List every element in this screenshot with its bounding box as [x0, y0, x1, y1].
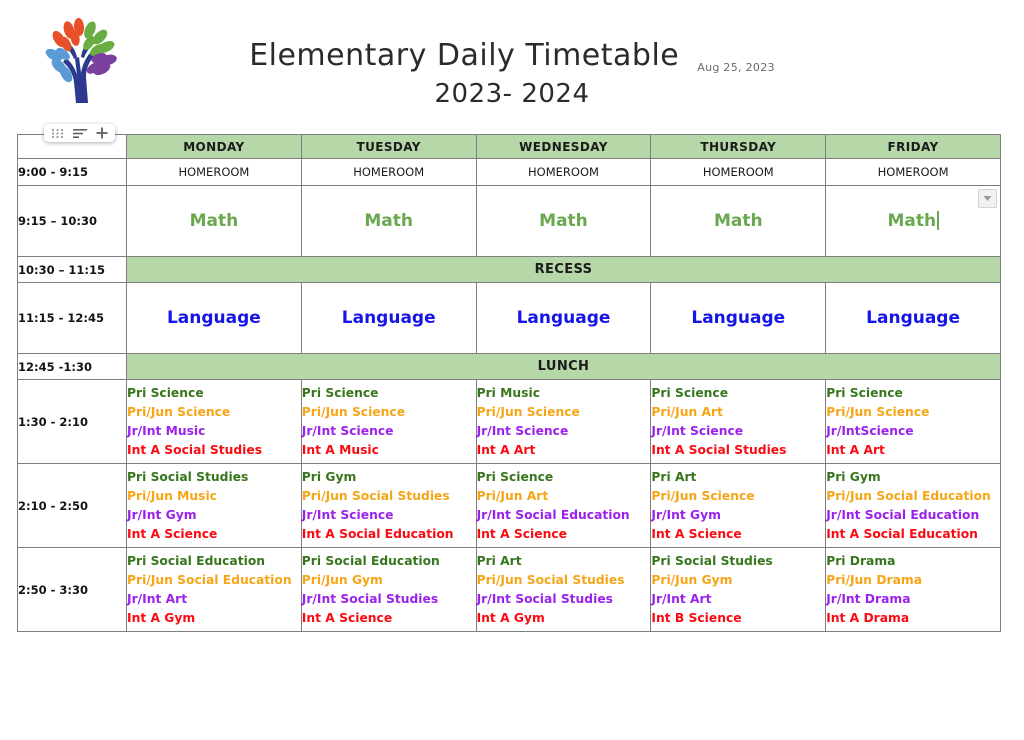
entry-pri: Pri Art [476, 553, 522, 568]
time-label-recess: 10:30 – 11:15 [18, 257, 127, 283]
entry-inta: Int A Drama [826, 610, 910, 625]
entry-jrint: Jr/Int Science [476, 423, 569, 438]
cell-rotation1-thursday[interactable] [651, 380, 826, 464]
entry-jrint: Jr/Int Art [127, 591, 188, 606]
entry-prijun: Pri/Jun Science [476, 404, 580, 419]
entry-jrint: Jr/Int Gym [651, 507, 721, 522]
cell-rotation3-friday[interactable] [826, 548, 1001, 632]
entry-prijun: Pri/Jun Science [651, 488, 755, 503]
entry-jrint: Jr/Int Music [127, 423, 206, 438]
cell-math-friday[interactable] [826, 186, 1001, 257]
cell-language-tuesday[interactable]: Language [301, 283, 476, 354]
time-label-homeroom: 9:00 - 9:15 [18, 159, 127, 186]
entry-prijun: Pri/Jun Social Education [127, 572, 292, 587]
entry-jrint: Jr/Int Science [301, 423, 394, 438]
document-header [0, 0, 1024, 122]
table-row-lunch [18, 354, 1001, 380]
cell-math-tuesday[interactable]: Math [301, 186, 476, 257]
grid-drag-handle-icon[interactable] [51, 128, 64, 139]
entry-inta: Int A Social Education [301, 526, 454, 541]
entry-pri: Pri Science [826, 385, 903, 400]
time-label-rotation-2: 2:10 - 2:50 [18, 464, 127, 548]
entry-inta: Int A Science [476, 526, 567, 541]
entry-jrint: Jr/Int Science [651, 423, 744, 438]
day-header-tuesday: TUESDAY [301, 135, 476, 159]
entry-inta: Int A Gym [476, 610, 545, 625]
day-header-monday: MONDAY [127, 135, 302, 159]
cell-homeroom-monday[interactable]: HOMEROOM [127, 159, 302, 186]
entry-prijun: Pri/Jun Art [651, 404, 723, 419]
entry-prijun: Pri/Jun Social Studies [476, 572, 625, 587]
entry-pri: Pri Social Studies [127, 469, 249, 484]
entry-prijun: Pri/Jun Drama [826, 572, 923, 587]
plus-icon[interactable] [96, 127, 108, 139]
cell-rotation2-monday[interactable] [127, 464, 302, 548]
entry-jrint: Jr/Int Social Education [826, 507, 980, 522]
time-label-rotation-1: 1:30 - 2:10 [18, 380, 127, 464]
cell-rotation1-monday[interactable] [127, 380, 302, 464]
cell-recess[interactable]: RECESS [127, 257, 1001, 283]
entry-jrint: Jr/Int Social Education [476, 507, 630, 522]
cell-lunch[interactable]: LUNCH [127, 354, 1001, 380]
entry-pri: Pri Science [651, 385, 729, 400]
entry-pri: Pri Drama [826, 553, 896, 568]
cell-language-wednesday[interactable]: Language [476, 283, 651, 354]
cell-rotation2-thursday[interactable] [651, 464, 826, 548]
entry-prijun: Pri/Jun Social Education [826, 488, 991, 503]
entry-prijun: Pri/Jun Social Studies [301, 488, 450, 503]
time-label-lunch: 12:45 -1:30 [18, 354, 127, 380]
entry-inta: Int A Social Education [826, 526, 978, 541]
entry-inta: Int A Social Studies [651, 442, 787, 457]
page-title: Elementary Daily Timetable [249, 38, 680, 73]
cell-rotation3-wednesday[interactable] [476, 548, 651, 632]
cell-rotation3-thursday[interactable] [651, 548, 826, 632]
cell-math-wednesday[interactable]: Math [476, 186, 651, 257]
entry-pri: Pri Science [127, 385, 204, 400]
cell-rotation1-friday[interactable] [826, 380, 1001, 464]
entry-prijun: Pri/Jun Music [127, 488, 217, 503]
entry-pri: Pri Social Education [301, 553, 440, 568]
entry-prijun: Pri/Jun Gym [301, 572, 383, 587]
entry-pri: Pri Science [301, 385, 379, 400]
entry-inta: Int A Science [127, 526, 218, 541]
document-date: Aug 25, 2023 [697, 61, 775, 75]
entry-inta: Int B Science [651, 610, 742, 625]
cell-rotation3-tuesday[interactable] [301, 548, 476, 632]
cell-dropdown-button[interactable] [978, 189, 997, 208]
entry-inta: Int A Art [826, 442, 885, 457]
page-subtitle: 2023- 2024 [434, 79, 590, 109]
timetable [17, 134, 1001, 632]
text-cursor [937, 211, 939, 230]
entry-inta: Int A Science [301, 610, 393, 625]
entry-jrint: Jr/Int Drama [826, 591, 911, 606]
cell-homeroom-friday[interactable]: HOMEROOM [826, 159, 1001, 186]
time-label-language: 11:15 - 12:45 [18, 283, 127, 354]
align-icon[interactable] [73, 128, 87, 139]
cell-language-monday[interactable]: Language [127, 283, 302, 354]
entry-prijun: Pri/Jun Gym [651, 572, 733, 587]
entry-inta: Int A Gym [127, 610, 196, 625]
table-header-row [18, 135, 1001, 159]
cell-rotation2-wednesday[interactable] [476, 464, 651, 548]
entry-pri: Pri Art [651, 469, 697, 484]
entry-prijun: Pri/Jun Science [301, 404, 406, 419]
cell-language-thursday[interactable]: Language [651, 283, 826, 354]
table-row-rotation-3 [18, 548, 1001, 632]
entry-inta: Int A Music [301, 442, 379, 457]
table-row-recess [18, 257, 1001, 283]
entry-jrint: Jr/Int Gym [127, 507, 197, 522]
table-row-language [18, 283, 1001, 354]
entry-prijun: Pri/Jun Art [476, 488, 549, 503]
table-toolbar[interactable] [44, 124, 115, 142]
cell-math-friday-text: Math [887, 211, 937, 231]
day-header-wednesday: WEDNESDAY [476, 135, 651, 159]
entry-inta: Int A Art [476, 442, 536, 457]
cell-math-monday[interactable]: Math [127, 186, 302, 257]
entry-pri: Pri Science [476, 469, 554, 484]
title-block [0, 38, 1024, 109]
entry-prijun: Pri/Jun Science [826, 404, 930, 419]
entry-jrint: Jr/Int Social Studies [301, 591, 439, 606]
time-label-math: 9:15 – 10:30 [18, 186, 127, 257]
entry-inta: Int A Social Studies [127, 442, 263, 457]
cell-homeroom-thursday[interactable]: HOMEROOM [651, 159, 826, 186]
cell-rotation1-wednesday[interactable] [476, 380, 651, 464]
cell-math-thursday[interactable]: Math [651, 186, 826, 257]
entry-inta: Int A Science [651, 526, 742, 541]
entry-jrint: Jr/Int Art [651, 591, 712, 606]
entry-pri: Pri Social Studies [651, 553, 773, 568]
cell-homeroom-tuesday[interactable]: HOMEROOM [301, 159, 476, 186]
chevron-down-icon [983, 195, 992, 202]
cell-homeroom-wednesday[interactable]: HOMEROOM [476, 159, 651, 186]
entry-jrint: Jr/Int Science [301, 507, 394, 522]
entry-pri: Pri Gym [301, 469, 357, 484]
cell-rotation3-monday[interactable] [127, 548, 302, 632]
entry-prijun: Pri/Jun Science [127, 404, 231, 419]
day-header-thursday: THURSDAY [651, 135, 826, 159]
table-row-rotation-1 [18, 380, 1001, 464]
entry-pri: Pri Music [476, 385, 540, 400]
timetable-container [17, 134, 1000, 632]
entry-pri: Pri Gym [826, 469, 881, 484]
cell-rotation2-friday[interactable] [826, 464, 1001, 548]
cell-language-friday[interactable]: Language [826, 283, 1001, 354]
entry-jrint: Jr/Int Social Studies [476, 591, 613, 606]
table-row-rotation-2 [18, 464, 1001, 548]
table-row-math [18, 186, 1001, 257]
day-header-friday: FRIDAY [826, 135, 1001, 159]
entry-jrint: Jr/IntScience [826, 423, 914, 438]
table-row-homeroom [18, 159, 1001, 186]
time-label-rotation-3: 2:50 - 3:30 [18, 548, 127, 632]
cell-rotation2-tuesday[interactable] [301, 464, 476, 548]
cell-rotation1-tuesday[interactable] [301, 380, 476, 464]
entry-pri: Pri Social Education [127, 553, 266, 568]
